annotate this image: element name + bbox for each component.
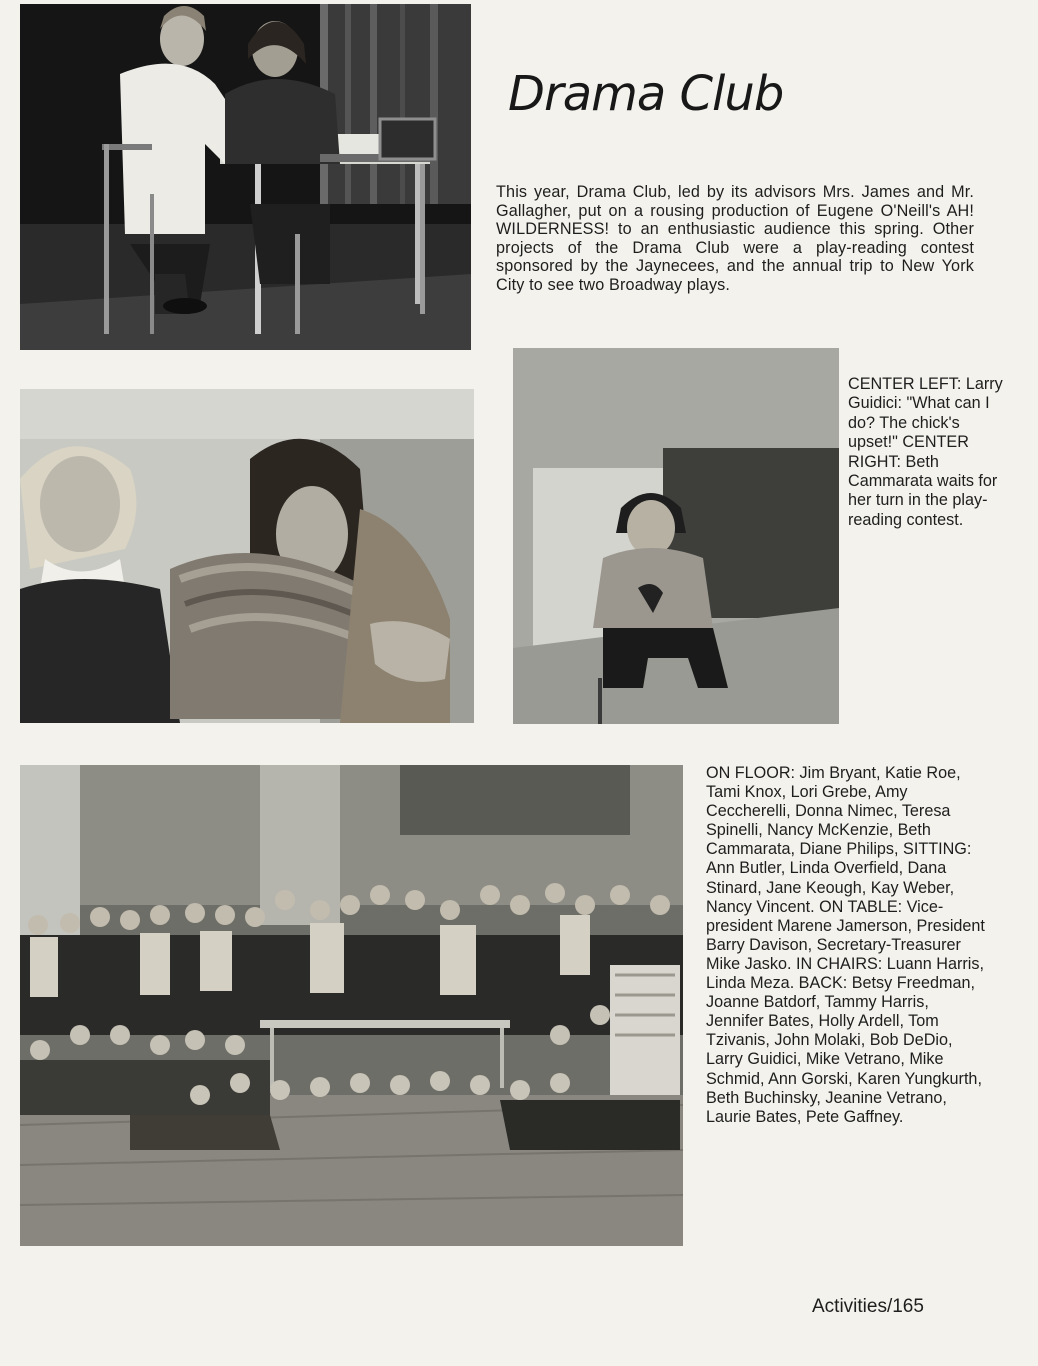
photo-stage-rehearsal [20, 4, 471, 350]
photo-hug [20, 389, 474, 723]
page-folio: Activities/165 [812, 1296, 924, 1317]
group-photo-caption: ON FLOOR: Jim Bryant, Katie Roe, Tami Knox, Lori Grebe, Amy Ceccherelli, Donna Nimec, Teresa Spinelli, Nancy McKenzie, Beth Cammarata, Diane Philips, SITTING: Ann Butler, Linda Overfield, Dana Stinard, Jane Keough, Kay Weber, Nancy Vincent. ON TABLE: Vice-president Marene Jamerson, President Barry Davison, Secretary-Treasurer Mike Jasko. IN CHAIRS: Luann Harris, Linda Meza. BACK: Betsy Freedman, Joanne Batdorf, Tammy Harris, Jennifer Bates, Holly Ardell, Tom Tzivanis, John Molaki, Bob DeDio, Larry Guidici, Mike Vetrano, Mike Schmid, Ann Gorski, Karen Yungkurth, Beth Buchinsky, Jeanine Vetrano, Laurie Bates, Pete Gaffney. [706, 764, 985, 1126]
intro-paragraph: This year, Drama Club, led by its advisors Mrs. James and Mr. Gallagher, put on a rousing production of Eugene O'Neill's AH! WILDERNESS! to an enthusiastic audience this spring. Other projects of the Drama Club were a play-reading contest sponsored by the Jaynecees, and the annual trip to New York City to see two Broadway plays. [496, 183, 974, 294]
page-title: Drama Club [508, 66, 784, 122]
photo-drama-club-group [20, 765, 683, 1246]
photo-play-reading [513, 348, 839, 724]
center-photos-caption: CENTER LEFT: Larry Guidici: "What can I do? The chick's upset!" CENTER RIGHT: Beth Cammarata waits for her turn in the play-reading contest. [848, 375, 1003, 529]
